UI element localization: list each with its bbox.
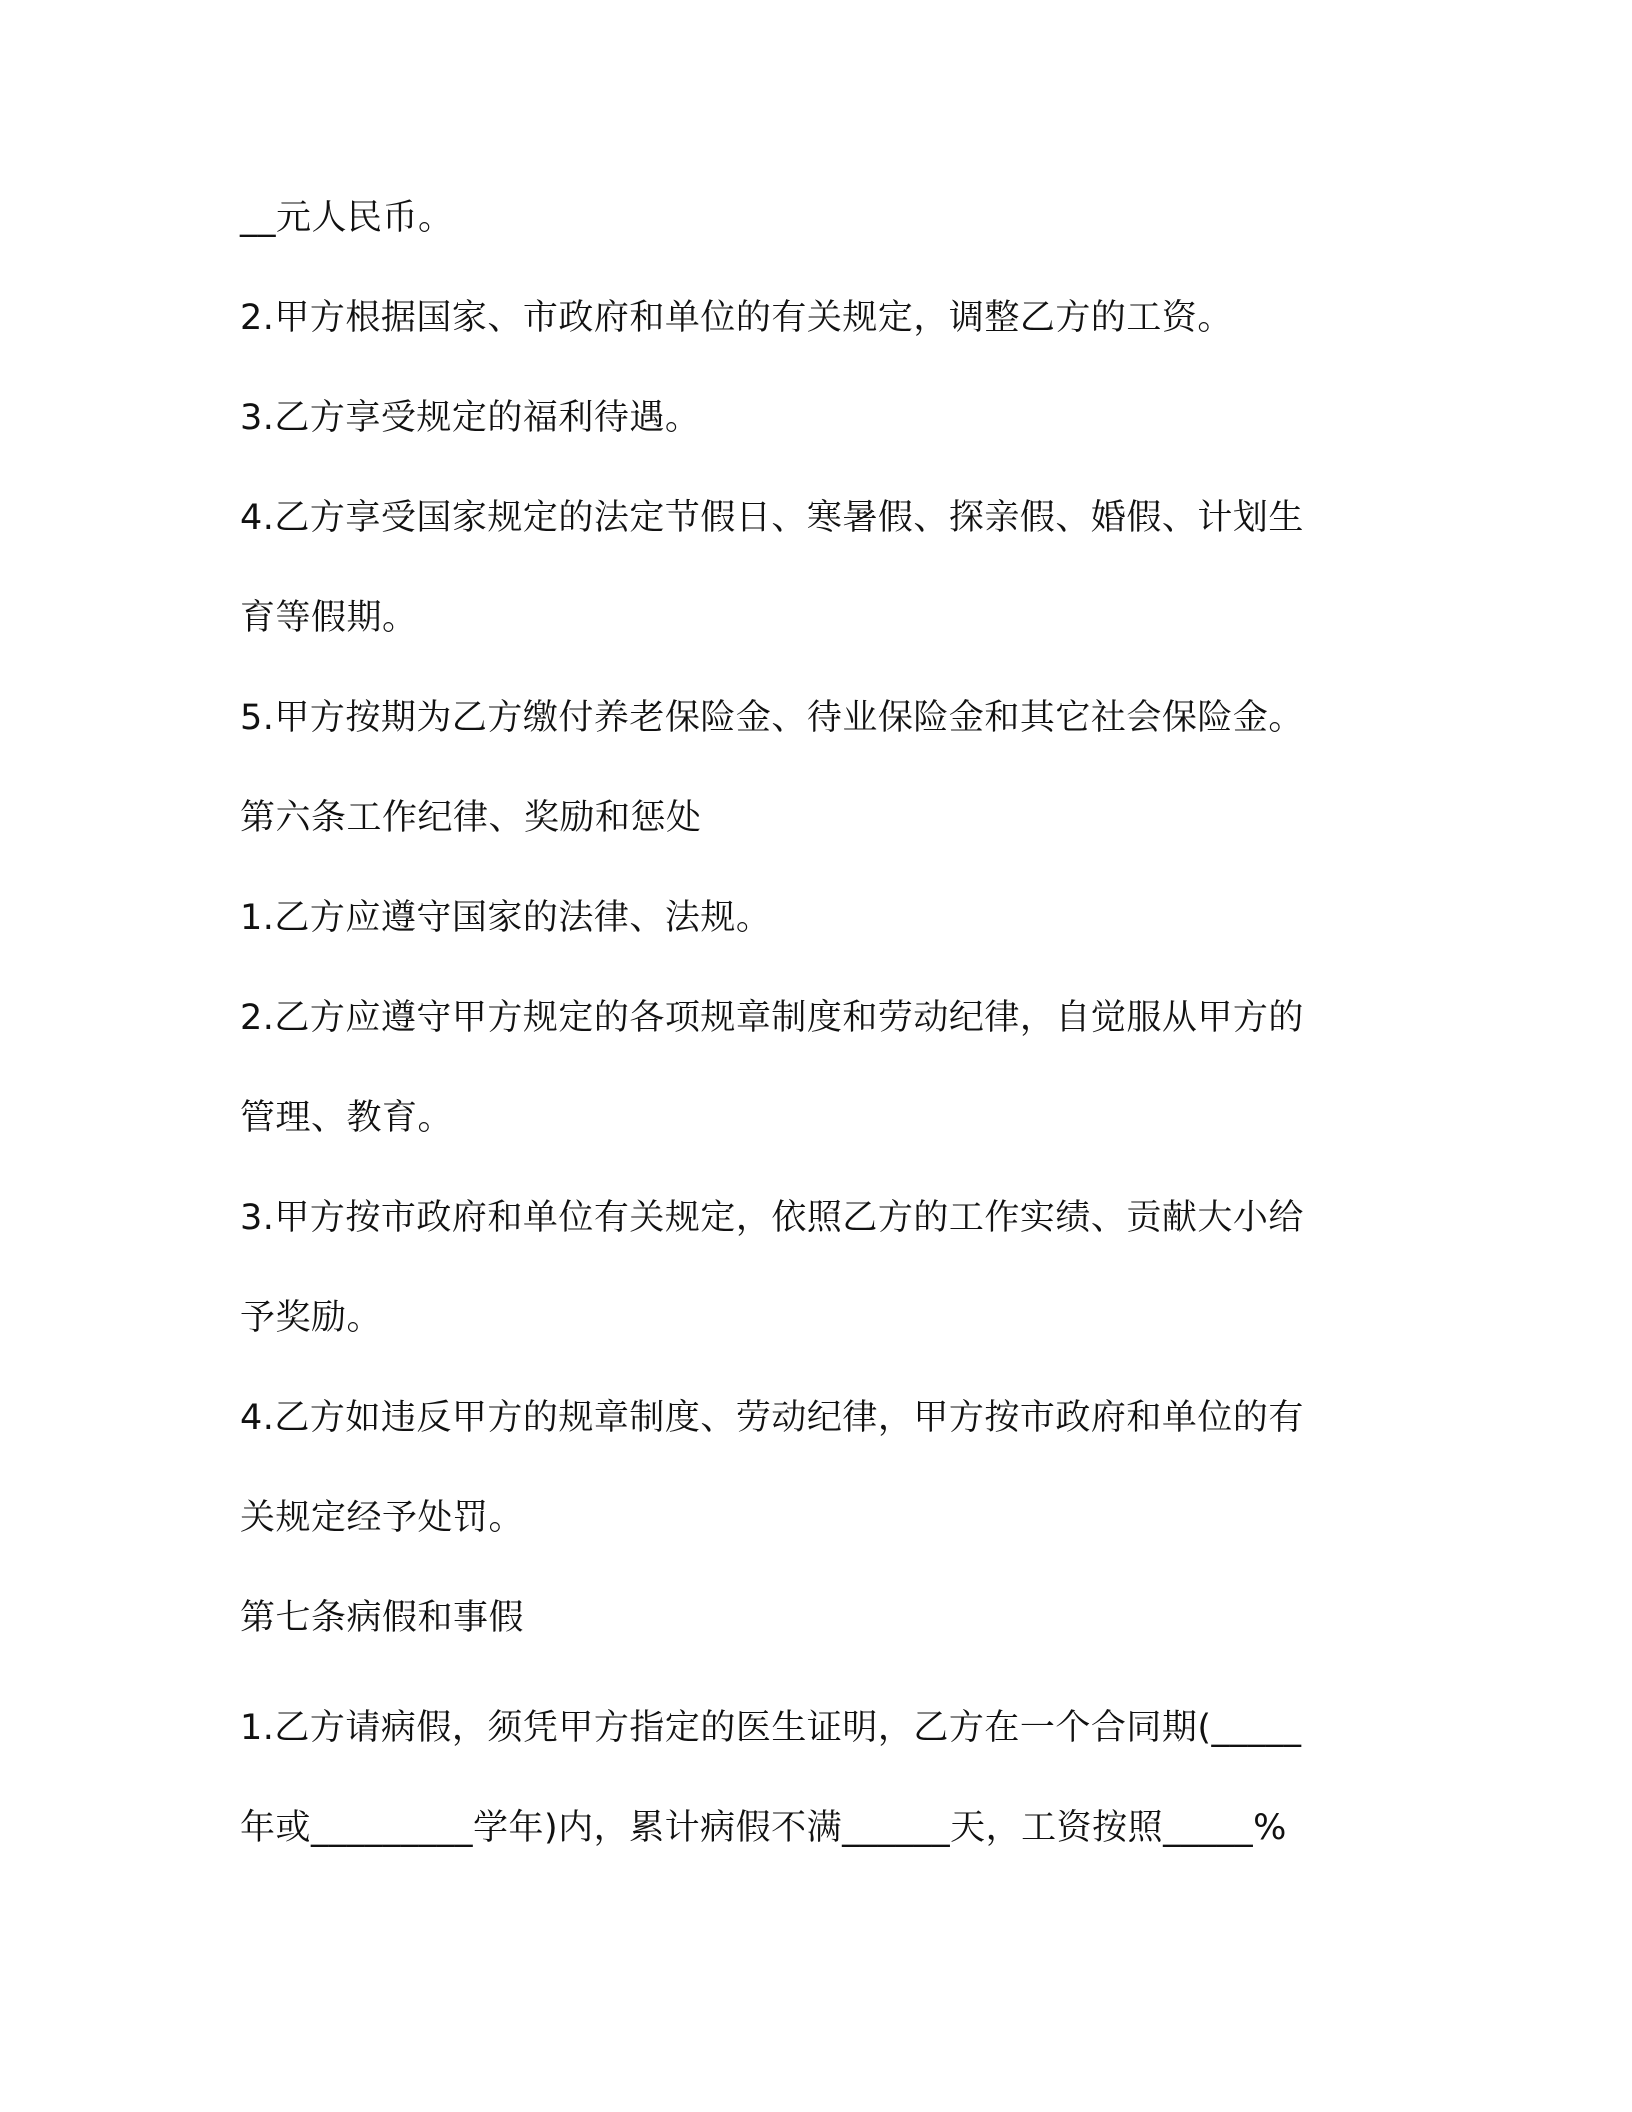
text-line-art6-clause-2: 2.乙方应遵守甲方规定的各项规章制度和劳动纪律，自觉服从甲方的 <box>240 998 1304 1038</box>
text-line-art6-clause-2-cont: 管理、教育。 <box>240 1098 454 1138</box>
text-line-clause-4-cont: 育等假期。 <box>240 598 418 638</box>
text-line-art6-clause-3-cont: 予奖励。 <box>240 1298 383 1338</box>
text-line-art7-clause-1-cont: 年或_________学年)内，累计病假不满______天，工资按照_____% <box>240 1808 1287 1848</box>
section-heading-article-7: 第七条病假和事假 <box>240 1598 525 1638</box>
text-line-art6-clause-4-cont: 关规定经予处罚。 <box>240 1498 525 1538</box>
text-line-clause-2: 2.甲方根据国家、市政府和单位的有关规定，调整乙方的工资。 <box>240 298 1233 338</box>
text-line-art7-clause-1: 1.乙方请病假，须凭甲方指定的医生证明，乙方在一个合同期(_____ <box>240 1708 1302 1748</box>
text-line-clause-5: 5.甲方按期为乙方缴付养老保险金、待业保险金和其它社会保险金。 <box>240 698 1304 738</box>
section-heading-article-6: 第六条工作纪律、奖励和惩处 <box>240 798 702 838</box>
text-line-amount: __元人民币。 <box>240 198 454 238</box>
text-line-art6-clause-1: 1.乙方应遵守国家的法律、法规。 <box>240 898 772 938</box>
text-line-clause-4: 4.乙方享受国家规定的法定节假日、寒暑假、探亲假、婚假、计划生 <box>240 498 1304 538</box>
text-line-art6-clause-4: 4.乙方如违反甲方的规章制度、劳动纪律，甲方按市政府和单位的有 <box>240 1398 1304 1438</box>
text-line-clause-3: 3.乙方享受规定的福利待遇。 <box>240 398 701 438</box>
text-line-art6-clause-3: 3.甲方按市政府和单位有关规定，依照乙方的工作实绩、贡献大小给 <box>240 1198 1304 1238</box>
